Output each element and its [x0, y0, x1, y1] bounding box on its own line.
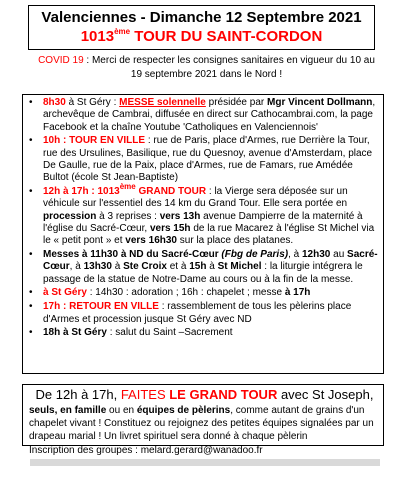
- item-time: 8h30: [43, 97, 66, 108]
- event-name-title: [29, 27, 374, 46]
- bullet-icon: •: [29, 186, 33, 198]
- item-text: , archevêque de Cambrai, diffusée en direct sur Cathocambrai.com, la page Facebook et la chaîne Youtube 'Catholiques en Valenciennois': [43, 97, 376, 133]
- item-text: au: [330, 249, 348, 261]
- program-item-retour: [29, 301, 380, 326]
- body-text: , comme autant de grains d'un chapelet vivant ! Constituez ou rejoignez des petites équipes signalées par un drapeau marial ! Un livret spirituel sera donné à chaque pèlerin: [29, 405, 374, 442]
- item-time: 12h à 17h : 1013: [43, 186, 120, 198]
- program-item-tour-en-ville: [29, 135, 380, 184]
- ordinal-suffix: ème: [119, 181, 136, 191]
- covid-label: COVID 19: [38, 55, 84, 66]
- item-text: : rue de Paris, place d'Armes, rue Derrière la Tour, rue des Ursulines, Basilique, rue du Quesnoy, avenue d'Amsterdam, place De Gaulle, rue de la Paix, place d'Armes, rue de Famars, rue Amédée Bultot (école St Jean-Baptiste): [43, 135, 373, 184]
- item-highlight: procession: [43, 210, 97, 222]
- program-item-mass: [29, 97, 380, 134]
- grand-tour-heading: [29, 387, 380, 403]
- item-highlight: à 17h: [284, 287, 311, 299]
- item-highlight: vers 15h: [149, 222, 191, 234]
- item-text: , à: [69, 261, 84, 273]
- item-text: présidée par: [205, 97, 268, 108]
- item-highlight: (Fbg de Paris): [218, 249, 289, 261]
- body-highlight: équipes de pèlerins: [136, 405, 231, 416]
- item-text: à: [111, 261, 124, 273]
- registration-contact: Inscription des groupes : melard.gerard@wanadoo.fr: [29, 445, 263, 456]
- tour-number: 1013: [80, 28, 115, 45]
- item-highlight: vers 13h: [159, 210, 201, 222]
- item-event: GRAND TOUR: [135, 186, 207, 198]
- item-highlight: vers 16h30: [125, 235, 177, 247]
- item-text: et à: [166, 261, 190, 273]
- item-text: sur la place des platanes.: [177, 235, 294, 247]
- item-place: à St Géry: [43, 287, 87, 299]
- event-date-title: Valenciennes - Dimanche 12 Septembre 2021: [41, 9, 362, 26]
- item-person: Mgr Vincent Dollmann: [267, 97, 373, 108]
- program-item-salut: [29, 327, 380, 339]
- item-highlight: Messes à 11h30 à ND du Sacré-Cœur: [43, 249, 219, 261]
- item-text: : la liturgie intégrera le passage de la statue de Notre-Dame au cours ou à la fin de la messe.: [43, 261, 363, 285]
- item-text: de la rue Macarez à l'église St Michel via le « petit pont » et: [43, 222, 375, 247]
- bullet-icon: •: [29, 287, 33, 299]
- program-list: [23, 95, 383, 340]
- item-text: à St Géry :: [65, 97, 120, 108]
- program-item-st-gery: [29, 287, 380, 299]
- item-text: à 3 reprises :: [96, 210, 160, 222]
- item-text: : rassemblement de tous les pèlerins place d'Armes et procession jusque St Géry avec ND: [43, 301, 352, 325]
- item-text: avenue Dampierre de la maternité à l'église du Sacré-Cœur,: [43, 210, 363, 234]
- ordinal-suffix: ème: [114, 27, 131, 36]
- item-highlight: Sacré-Cœur: [43, 249, 378, 273]
- heading-highlight: LE GRAND TOUR: [169, 387, 278, 402]
- program-box: [22, 94, 384, 374]
- item-text: , à: [288, 249, 302, 261]
- bullet-icon: •: [29, 301, 33, 313]
- program-item-grand-tour: [29, 181, 380, 247]
- item-text: : la Vierge sera déposée sur un véhicule sur l'essentiel des 14 km du Grand Tour. Elle sera portée en: [43, 186, 348, 210]
- item-text: : 14h30 : adoration ; 16h : chapelet ; messe: [86, 287, 285, 299]
- item-text: : salut du Saint –Sacrement: [106, 327, 233, 339]
- item-highlight: 15h: [189, 261, 207, 273]
- item-highlight: 13h30: [83, 261, 112, 273]
- footer-divider: [30, 459, 380, 466]
- body-text: ou en: [106, 405, 137, 416]
- bullet-icon: •: [29, 327, 33, 339]
- bullet-icon: •: [29, 135, 33, 147]
- item-text: à: [206, 261, 218, 273]
- bullet-icon: •: [29, 97, 33, 108]
- item-event: MESSE solennelle: [119, 97, 206, 108]
- item-time: 10h : TOUR EN VILLE: [43, 135, 146, 147]
- item-highlight: 18h à St Géry: [43, 327, 107, 339]
- covid-text: : Merci de respecter les consignes sanitaires en vigueur du 10 au 19 septembre 2021 dans le Nord !: [83, 55, 375, 80]
- heading-text: avec St Joseph,: [277, 387, 374, 402]
- tour-name: TOUR DU SAINT-CORDON: [130, 28, 323, 45]
- bullet-icon: •: [29, 249, 33, 261]
- grand-tour-body: [29, 404, 380, 443]
- item-highlight: Ste Croix: [123, 261, 167, 273]
- item-highlight: 12h30: [302, 249, 331, 261]
- heading-text: FAITES: [120, 387, 170, 402]
- item-time: 17h : RETOUR EN VILLE: [43, 301, 159, 313]
- program-item-masses: [29, 249, 380, 286]
- item-highlight: St Michel: [217, 261, 262, 273]
- title-box: [28, 5, 375, 50]
- grand-tour-box: [22, 384, 384, 456]
- covid-notice: [34, 54, 379, 82]
- heading-text: De 12h à 17h,: [35, 387, 121, 402]
- body-highlight: seuls, en famille: [29, 405, 107, 416]
